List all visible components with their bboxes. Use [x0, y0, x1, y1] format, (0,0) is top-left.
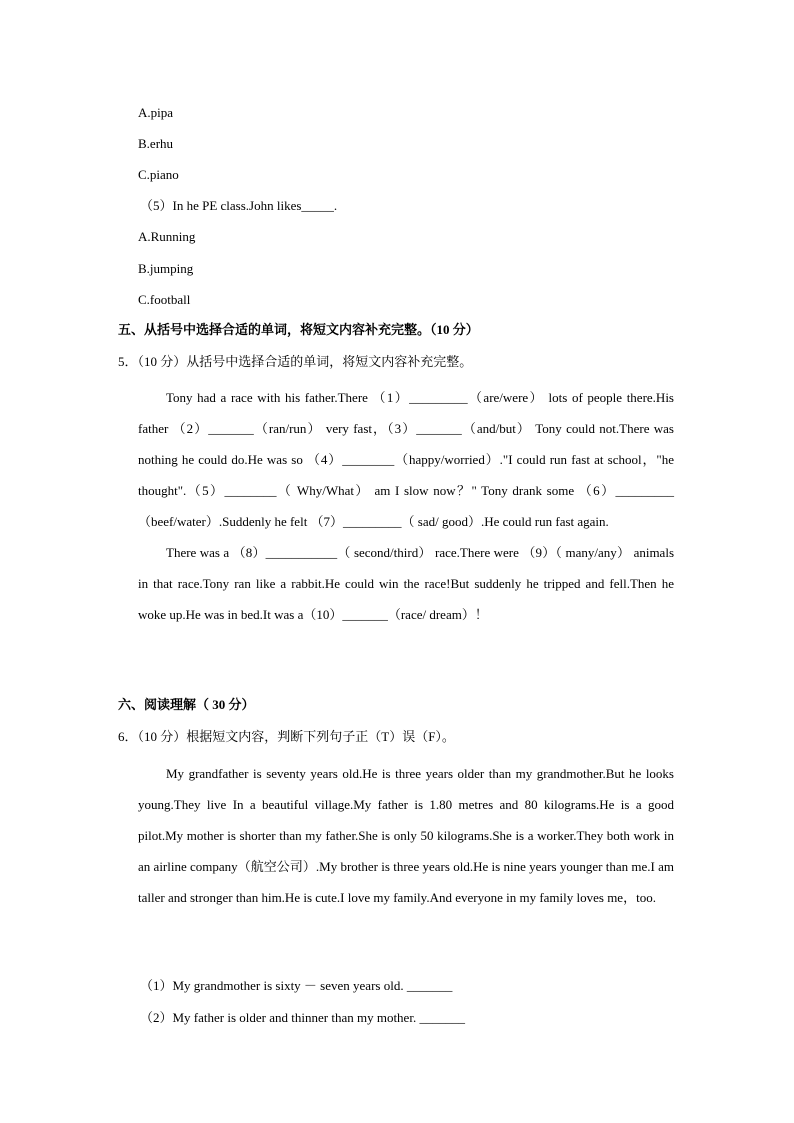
reading-passage [138, 758, 674, 913]
true-false-item-2: （2）My father is older and thinner than my mother. _______ [140, 1010, 465, 1025]
option-b-jumping: B.jumping [138, 261, 194, 276]
question-item-5: （5）In he PE class.John likes_____. [140, 198, 338, 213]
option-a-running: A.Running [138, 229, 196, 244]
cloze-paragraph-1: Tony had a race with his father.There （1）_________（are/were） lots of people there.His father （2）_______（ran/run） very fast，（3）_______（and/but） Tony could not.There was nothing he could do.He was so （4）________（happy/worried）."I could run fast at school，"he thought".（5）________（ Why/What） am I slow now？" Tony drank some （6）_________（beef/water）.Suddenly he felt （7）_________（ sad/ good）.He could run fast again. [138, 390, 674, 529]
cloze-paragraph-2: There was a （8）___________（ second/third） race.There were （9）（ many/any） animals in that race.Tony ran like a rabbit.He could win the race!But suddenly he tripped and fell.Then he woke up.He was in bed.It was a（10）_______（race/ dream）！ [138, 545, 674, 622]
section-5-heading: 五、从括号中选择合适的单词，将短文内容补充完整。（10 分） [118, 322, 479, 337]
question-5-instruction: 5．（10 分）从括号中选择合适的单词，将短文内容补充完整。 [118, 354, 473, 369]
question-6-instruction: 6．（10 分）根据短文内容，判断下列句子正（T）误（F）。 [118, 729, 455, 744]
option-b-erhu: B.erhu [138, 136, 174, 151]
true-false-item-1: （1）My grandmother is sixty － seven years old. _______ [140, 978, 453, 993]
option-a-pipa: A.pipa [138, 105, 174, 120]
section-6-heading: 六、阅读理解（ 30 分） [118, 697, 255, 712]
reading-paragraph: My grandfather is seventy years old.He is three years older than my grandmother.But he looks young.They live In a beautiful village.My father is 1.80 metres and 80 kilograms.He is a good pilot.My mother is shorter than my father.She is only 50 kilograms.She is a worker.They both work in an airline company（航空公司）.My brother is three years old.He is nine years younger than me.I am taller and stronger than him.He is cute.I love my family.And everyone in my family loves me，too. [138, 766, 674, 905]
cloze-passage [138, 382, 674, 630]
option-c-piano: C.piano [138, 167, 179, 182]
option-c-football: C.football [138, 292, 191, 307]
